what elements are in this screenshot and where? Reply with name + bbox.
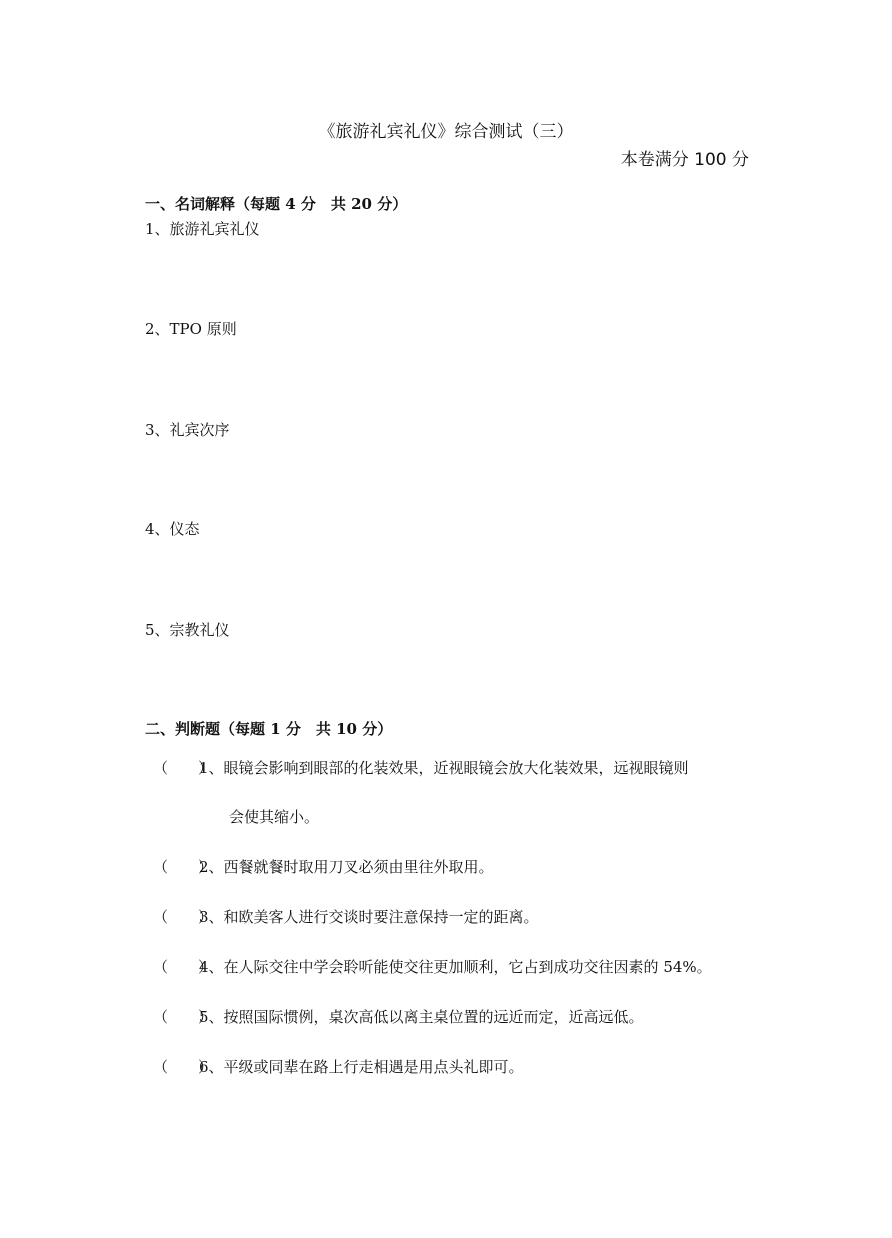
question-text: 1、眼镜会影响到眼部的化装效果，近视眼镜会放大化装效果，远视眼镜则 [199,759,689,777]
question-text: 6、平级或同辈在路上行走相遇是用点头礼即可。 [199,1058,524,1076]
page-title: 《旅游礼宾礼仪》综合测试（三） [318,122,574,142]
total-score-note: 本卷满分 100 分 [620,150,749,170]
definition-item: 1、旅游礼宾礼仪 [145,220,260,238]
true-false-question [153,1056,524,1077]
definition-item: 2、TPO 原则 [145,320,237,338]
question-text: 3、和欧美客人进行交谈时要注意保持一定的距离。 [199,908,539,926]
question-text: 5、按照国际惯例，桌次高低以离主桌位置的远近而定，近高远低。 [199,1008,644,1026]
true-false-question [153,906,539,927]
definition-item: 3、礼宾次序 [145,421,230,439]
definition-item: 4、仪态 [145,520,200,538]
answer-blank[interactable]: （ ） [153,1058,214,1076]
true-false-question [153,757,689,778]
true-false-question [153,856,494,877]
answer-blank[interactable]: （ ） [153,858,214,876]
answer-blank[interactable]: （ ） [153,958,214,976]
true-false-question [153,1006,644,1027]
question-text-continuation: 会使其缩小。 [229,808,320,826]
answer-blank[interactable]: （ ） [153,759,214,777]
answer-blank[interactable]: （ ） [153,908,214,926]
answer-blank[interactable]: （ ） [153,1008,214,1026]
section-heading-definitions: 一、名词解释（每题 4 分 共 20 分） [145,195,408,213]
true-false-question [153,956,712,977]
question-text: 2、西餐就餐时取用刀叉必须由里往外取用。 [199,858,494,876]
question-text: 4、在人际交往中学会聆听能使交往更加顺利，它占到成功交往因素的 54%。 [199,958,712,976]
definition-item: 5、宗教礼仪 [145,621,230,639]
section-heading-true-false: 二、判断题（每题 1 分 共 10 分） [145,720,393,738]
